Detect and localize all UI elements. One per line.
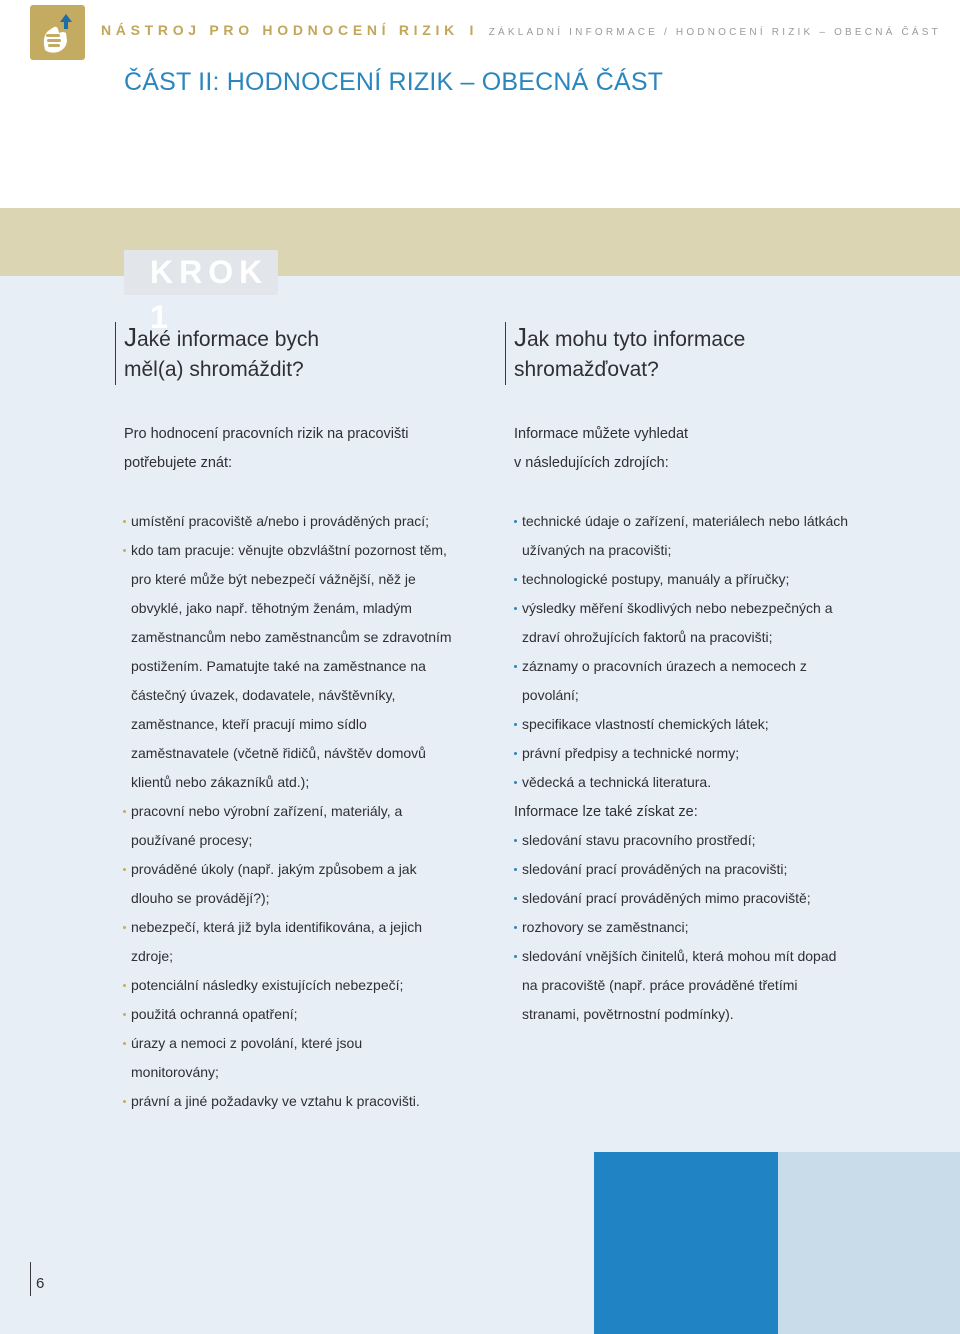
left-intro-line1: Pro hodnocení pracovních rizik na pracovišti [124, 426, 409, 442]
decorative-light-block [778, 1152, 960, 1334]
header-subtitle: ZÁKLADNÍ INFORMACE / HODNOCENÍ RIZIK – OBECNÁ ČÁST [488, 27, 941, 38]
right-intro-line1: Informace můžete vyhledat [514, 426, 689, 442]
left-intro-line2: potřebujete znát: [124, 455, 233, 471]
right-question [505, 322, 874, 385]
list-item: potenciální následky existujících nebezpečí; [123, 971, 453, 1000]
list-item: vědecká a technická literatura. [514, 768, 854, 797]
step-badge: KROK 1 [124, 250, 278, 295]
left-question-line1: aké informace bych [137, 328, 320, 351]
list-item: použitá ochranná opatření; [123, 1000, 453, 1029]
sources-list [514, 507, 854, 797]
list-item: záznamy o pracovních úrazech a nemocech z povolání; [514, 652, 854, 710]
list-item: úrazy a nemoci z povolání, které jsou monitorovány; [123, 1029, 453, 1087]
list-item: pracovní nebo výrobní zařízení, materiály, a používané procesy; [123, 797, 453, 855]
list-item: prováděné úkoly (např. jakým způsobem a jak dlouho se provádějí?); [123, 855, 453, 913]
header-separator: I [469, 22, 479, 38]
list-item: nebezpečí, která již byla identifikována, a jejich zdroje; [123, 913, 453, 971]
decorative-blue-block [594, 1152, 778, 1334]
additional-sources-list [514, 826, 854, 1029]
left-question-line2: měl(a) shromáždit? [124, 358, 304, 381]
section-title: ČÁST II: HODNOCENÍ RIZIK – OBECNÁ ČÁST [124, 68, 664, 96]
right-question-line2: shromažďovat? [514, 358, 659, 381]
list-item: sledování prací prováděných na pracovišti; [514, 855, 854, 884]
list-item: technické údaje o zařízení, materiálech nebo látkách užívaných na pracovišti; [514, 507, 854, 565]
list-item: rozhovory se zaměstnanci; [514, 913, 854, 942]
list-item: sledování vnějších činitelů, která mohou mít dopad na pracoviště (např. práce prováděné třetími stranami, povětrnostní podmínky). [514, 942, 854, 1029]
also-heading: Informace lze také získat ze: [514, 804, 698, 820]
right-question-initial: J [514, 322, 527, 352]
list-item: sledování prací prováděných mimo pracoviště; [514, 884, 854, 913]
list-item: technologické postupy, manuály a příručky; [514, 565, 854, 594]
list-item: právní a jiné požadavky ve vztahu k pracovišti. [123, 1087, 453, 1116]
hand-holding-item-icon [30, 5, 85, 60]
right-question-line1: ak mohu tyto informace [527, 328, 746, 351]
right-intro [514, 420, 874, 478]
left-intro [124, 420, 484, 478]
page-number: 6 [30, 1262, 44, 1296]
list-item: výsledky měření škodlivých nebo nebezpečných a zdraví ohrožujících faktorů na pracovišti; [514, 594, 854, 652]
list-item: sledování stavu pracovního prostředí; [514, 826, 854, 855]
list-item: kdo tam pracuje: věnujte obzvláštní pozornost těm, pro které může být nebezpečí vážnější, něž je obvyklé, jako např. těhotným ženám, mladým zaměstnancům nebo zaměstnancům se zdravotním postižením. Pamatujte také na zaměstnance na částečný úvazek, dodavatele, návštěvníky, zaměstnance, kteří pracují mimo sídlo zaměstnavatele (včetně řidičů, návštěv domovů klientů nebo zákazníků atd.); [123, 536, 453, 797]
header-title: NÁSTROJ PRO HODNOCENÍ RIZIK [101, 22, 459, 38]
left-question-initial: J [124, 322, 137, 352]
list-item: specifikace vlastností chemických látek; [514, 710, 854, 739]
info-needed-list [123, 507, 453, 1116]
list-item: právní předpisy a technické normy; [514, 739, 854, 768]
running-header [101, 22, 941, 38]
right-intro-line2: v následujících zdrojích: [514, 455, 669, 471]
list-item: umístění pracoviště a/nebo i prováděných prací; [123, 507, 453, 536]
left-question [115, 322, 484, 385]
